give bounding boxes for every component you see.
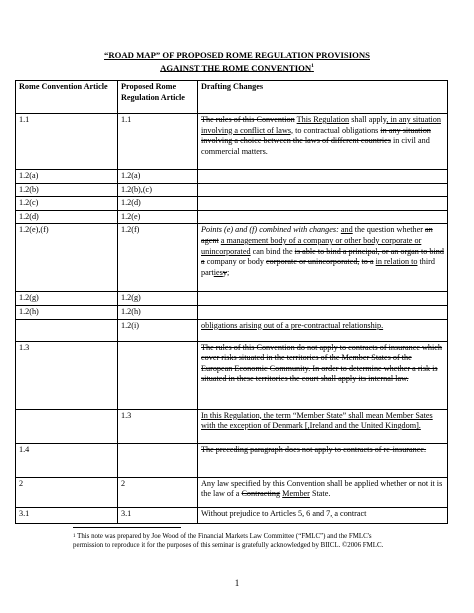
drafting-changes-cell (198, 305, 448, 319)
header-drafting-changes: Drafting Changes (198, 81, 448, 114)
regulation-article-cell: 1.1 (118, 114, 198, 170)
drafting-text-segment: The rules of this Convention do not apply to contracts of insurance which cover risks situated in the territories of the Member States of the European Economic Community. In order to determine whether a risk is situated in these territories the court shall apply its internal law. (201, 342, 443, 384)
rome-convention-article-cell: 3.1 (16, 507, 118, 523)
drafting-changes-cell (198, 114, 448, 170)
drafting-text-segment: can bind the (250, 246, 295, 256)
drafting-text-segment: Points (e) and (f) combined with changes: (201, 225, 341, 235)
regulation-article-cell: 1.2(h) (118, 305, 198, 319)
regulation-article-cell: 1.2(d) (118, 197, 198, 211)
drafting-changes-cell (198, 443, 448, 477)
regulation-article-cell: 3.1 (118, 507, 198, 523)
drafting-changes-cell (198, 292, 448, 306)
drafting-text-segment: company or body (204, 257, 267, 267)
table-row (16, 210, 448, 224)
table-row (16, 507, 448, 523)
rome-convention-article-cell: 2 (16, 477, 118, 507)
drafting-changes-cell (198, 170, 448, 184)
drafting-text-segment: a management body of a company or other body corporate or unincorporated (201, 235, 422, 256)
regulation-article-cell: 1.2(b),(c) (118, 183, 198, 197)
drafting-text-segment: , (330, 508, 333, 518)
drafting-text-segment: in relation to (375, 257, 418, 267)
drafting-changes-cell (198, 477, 448, 507)
drafting-changes-cell (198, 341, 448, 409)
rome-convention-article-cell: 1.2(c) (16, 197, 118, 211)
footnote-separator (73, 527, 181, 528)
drafting-changes-cell (198, 319, 448, 341)
rome-convention-article-cell: 1.1 (16, 114, 118, 170)
footnote-marker: 1 (73, 534, 76, 539)
drafting-text-segment: , in any situation involving a conflict of laws, (201, 115, 441, 135)
drafting-text-segment: shall apply (349, 115, 387, 124)
drafting-text-segment: the question whether (352, 225, 425, 235)
rome-convention-article-cell: 1.2(g) (16, 292, 118, 306)
drafting-text-segment: ies (213, 267, 223, 277)
rome-convention-article-cell: 1.2(h) (16, 305, 118, 319)
page-number: 1 (234, 578, 240, 588)
drafting-changes-cell (198, 224, 448, 292)
drafting-text-segment: Without prejudice to Articles 5, 6 and 7 (201, 508, 331, 518)
drafting-text-segment: corporate or unincorporated, (266, 257, 360, 267)
rome-convention-article-cell: 1.2(d) (16, 210, 118, 224)
page-title (0, 50, 474, 73)
regulation-article-cell: 1.2(a) (118, 170, 198, 184)
rome-convention-article-cell: 1.2(a) (16, 170, 118, 184)
regulation-article-cell: 2 (118, 477, 198, 507)
drafting-text-segment: in any situation involving a choice between the laws of different countries (201, 125, 431, 146)
rome-convention-article-cell: 1.3 (16, 341, 118, 409)
drafting-changes-cell (198, 210, 448, 224)
table-row (16, 292, 448, 306)
drafting-text-segment: This Regulation (296, 115, 350, 124)
regulation-article-cell (118, 443, 198, 477)
drafting-changes-cell (198, 409, 448, 443)
table-row (16, 409, 448, 443)
table-row (16, 305, 448, 319)
table-row (16, 197, 448, 211)
drafting-text-segment: to a (361, 257, 374, 267)
table-row (16, 341, 448, 409)
footnote-text: This note was prepared by Joe Wood of the Financial Markets Law Committee (“FMLC”) and the FMLC's permission to reproduce it for the purposes of this seminar is gratefully acknowledged by BIICL. ©2006 FMLC. (73, 533, 384, 549)
drafting-text-segment: third part (201, 257, 435, 277)
drafting-text-segment: a contract (332, 508, 367, 518)
drafting-text-segment: Any law specified by this Convention shall be applied whether or not it is the law of a (201, 478, 443, 499)
drafting-text-segment: The preceding paragraph does not apply to contracts of re-insurance. (201, 444, 427, 454)
regulation-article-cell: 1.2(e) (118, 210, 198, 224)
table-row (16, 114, 448, 170)
regulation-article-cell: 1.2(i) (118, 319, 198, 341)
drafting-text-segment: in civil and commercial matters. (201, 136, 430, 156)
table-row (16, 183, 448, 197)
drafting-changes-cell (198, 507, 448, 523)
road-map-table (15, 80, 448, 524)
rome-convention-article-cell (16, 409, 118, 443)
drafting-text-segment: y (222, 267, 227, 277)
regulation-article-cell: 1.3 (118, 409, 198, 443)
drafting-text-segment: ; (226, 267, 230, 277)
header-proposed-regulation-article: Proposed Rome Regulation Article (118, 81, 198, 114)
drafting-text-segment: Contracting (241, 489, 281, 499)
footnote (73, 532, 403, 550)
rome-convention-article-cell (16, 319, 118, 341)
drafting-text-segment: and (340, 225, 353, 235)
rome-convention-article-cell: 1.4 (16, 443, 118, 477)
rome-convention-article-cell: 1.2(e),(f) (16, 224, 118, 292)
drafting-text-segment: is able to bind a principal, or an organ to bind a (201, 246, 444, 267)
drafting-text-segment: obligations arising out of a pre-contractual relationship. (201, 320, 384, 330)
table-row (16, 443, 448, 477)
title-line-2: AGAINST THE ROME CONVENTION$^1$ (160, 62, 314, 73)
drafting-text-segment: Member (282, 489, 310, 499)
table-row (16, 319, 448, 341)
table-header-row (16, 81, 448, 114)
drafting-text-segment: In this Regulation, the term “Member State” shall mean Member Sates with the exception of Denmark [,Ireland and the United Kingdom]. (201, 410, 433, 431)
drafting-text-segment: State. (309, 489, 331, 499)
drafting-text-segment: The rules of this Convention (201, 115, 295, 124)
table-row (16, 477, 448, 507)
drafting-changes-cell (198, 183, 448, 197)
regulation-article-cell (118, 341, 198, 409)
drafting-text-segment: to contractual obligations (293, 125, 381, 135)
header-rome-convention-article: Rome Convention Article (16, 81, 118, 114)
table-row (16, 170, 448, 184)
rome-convention-article-cell: 1.2(b) (16, 183, 118, 197)
title-line-1: “ROAD MAP” OF PROPOSED ROME REGULATION PROVISIONS (104, 50, 370, 60)
footnote-reference: 1 (311, 62, 314, 69)
regulation-article-cell: 1.2(g) (118, 292, 198, 306)
regulation-article-cell: 1.2(f) (118, 224, 198, 292)
drafting-text-segment: an agent (201, 225, 433, 245)
drafting-changes-cell (198, 197, 448, 211)
table-row (16, 224, 448, 292)
